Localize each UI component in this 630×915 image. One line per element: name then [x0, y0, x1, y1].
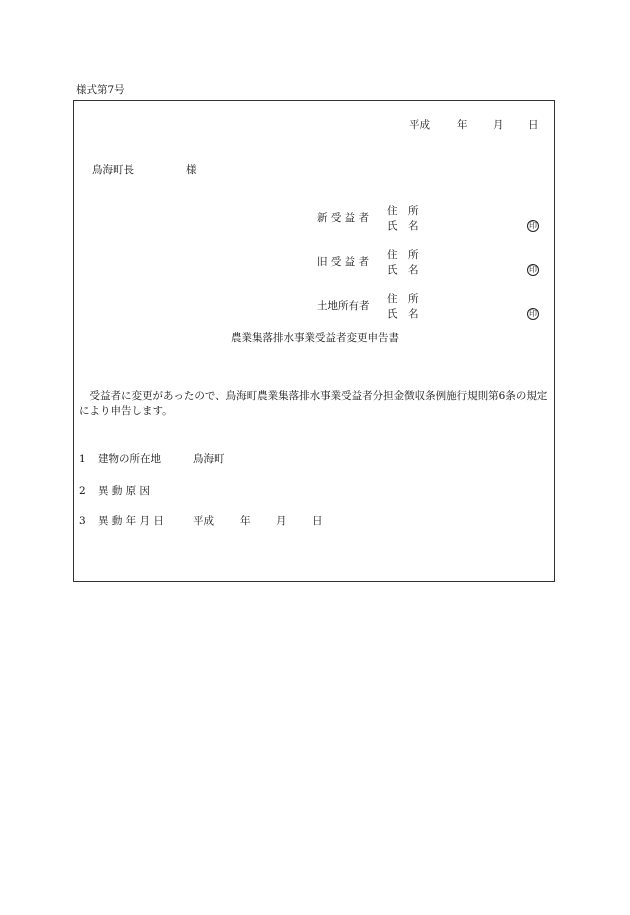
party-old-role: 旧 受 益 者	[317, 256, 370, 268]
party-landowner-name-label: 氏 名	[387, 308, 419, 320]
item-1-label: 建物の所在地	[98, 453, 161, 465]
item-3-year-label: 年	[240, 515, 251, 527]
item-1-number: 1	[79, 453, 86, 465]
date-era: 平成	[409, 119, 430, 131]
item-3-number: 3	[79, 515, 86, 527]
item-3-era: 平成	[193, 515, 214, 527]
party-landowner-address-label: 住 所	[387, 293, 419, 305]
item-1-value: 鳥海町	[193, 453, 225, 465]
item-2-label: 異 動 原 因	[98, 485, 151, 497]
item-3-label: 異 動 年 月 日	[98, 515, 164, 527]
party-old-name-label: 氏 名	[387, 264, 419, 276]
party-landowner-seal-icon: 印	[529, 309, 537, 318]
declaration-body: 受益者に変更があったので、鳥海町農業集落排水事業受益者分担金徴収条例施行規則第6条の規定により申告します。	[79, 390, 548, 417]
item-3-month-label: 月	[276, 515, 287, 527]
document-title: 農業集落排水事業受益者変更申告書	[231, 332, 399, 344]
party-new-role: 新 受 益 者	[317, 212, 370, 224]
party-landowner-role: 土地所有者	[317, 300, 370, 312]
party-new-seal-icon: 印	[529, 221, 537, 230]
addressee-name: 鳥海町長	[92, 164, 134, 176]
party-new-name-label: 氏 名	[387, 220, 419, 232]
addressee-honorific: 様	[186, 164, 197, 176]
party-new-address-label: 住 所	[387, 205, 419, 217]
item-2-number: 2	[79, 485, 86, 497]
form-number: 様式第7号	[76, 84, 125, 96]
date-month-label: 月	[493, 119, 504, 131]
party-old-address-label: 住 所	[387, 249, 419, 261]
party-old-seal-icon: 印	[529, 265, 537, 274]
date-day-label: 日	[528, 119, 539, 131]
date-year-label: 年	[457, 119, 468, 131]
item-3-day-label: 日	[312, 515, 323, 527]
